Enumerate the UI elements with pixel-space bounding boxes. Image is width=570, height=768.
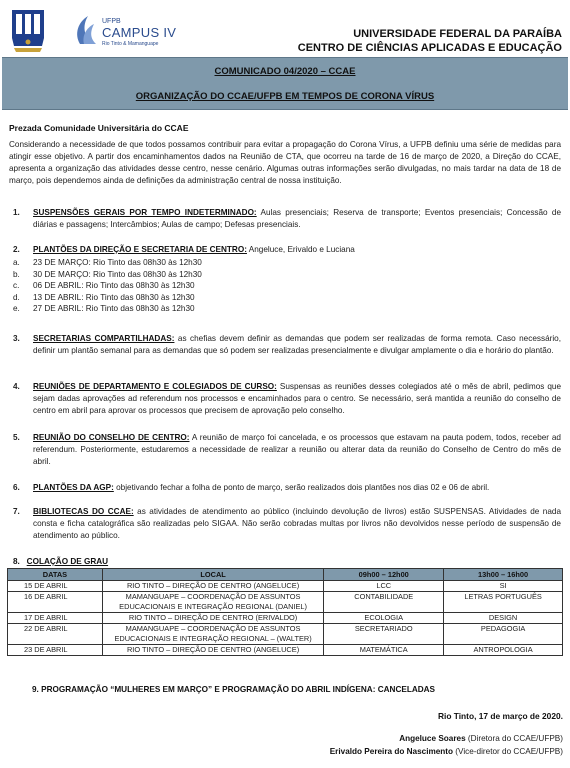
- item-number: 7.: [13, 507, 20, 516]
- greeting: Prezada Comunidade Universitária do CCAE: [9, 123, 189, 133]
- document-subtitle: ORGANIZAÇÃO DO CCAE/UFPB EM TEMPOS DE CORONA VÍRUS: [135, 91, 435, 102]
- campus-brand-small: UFPB: [102, 18, 121, 25]
- column-header-afternoon: 13h00 – 16h00: [444, 569, 563, 581]
- column-header-location: LOCAL: [102, 569, 324, 581]
- schedule-item: d. 13 DE ABRIL: Rio Tinto das 08h30 às 12h30: [13, 292, 195, 302]
- schedule-item: a. 23 DE MARÇO: Rio Tinto das 08h30 às 12h30: [13, 258, 202, 267]
- item-heading: PLANTÕES DA AGP:: [33, 483, 114, 492]
- title-banner: [2, 57, 568, 110]
- signature-role: (Diretora do CCAE/UFPB): [465, 734, 563, 743]
- university-name: UNIVERSIDADE FEDERAL DA PARAÍBA: [353, 28, 562, 40]
- ufpb-crest-logo: [10, 8, 46, 54]
- item-text: as atividades de atendimento ao público (incluindo devolução de livros) estão SUSPENSAS. Atividades de nada consta e ficha catalográfica são realizadas pelo SIGAA. Não serão cobradas multas por livros não devolvidos nesse período de suspensão de atendimento ao público.: [33, 507, 561, 540]
- column-header-morning: 09h00 – 12h00: [324, 569, 444, 581]
- item-text: objetivando fechar a folha de ponto de março, serão realizados dois plantões nos dias 02 e 06 de abril.: [113, 483, 490, 492]
- header-logos: [10, 8, 190, 56]
- schedule-item: e. 27 DE ABRIL: Rio Tinto das 08h30 às 12h30: [13, 304, 195, 313]
- item-3: [9, 333, 561, 357]
- item-number: 2.: [13, 245, 20, 254]
- schedule-item: c. 06 DE ABRIL: Rio Tinto das 08h30 às 12h30: [13, 281, 195, 290]
- campus-brand-sub: Rio Tinto & Mamanguape: [102, 41, 159, 47]
- item-heading: REUNIÃO DO CONSELHO DE CENTRO:: [33, 433, 190, 442]
- item-text: Suspensas as reuniões desses colegiados até o mês de abril, pedimos que sejam dadas aprovações ad referendum nos processos e encaminhados para o centro. Se necessário, será mantida a reunião do conselho de centro em abril para aprovar os processos que precisem de aprovação pelo conselho.: [33, 382, 562, 415]
- place-date: Rio Tinto, 17 de março de 2020.: [437, 711, 563, 721]
- signature-name: Angeluce Soares: [399, 734, 466, 743]
- item-text: Angeluce, Erivaldo e Luciana: [246, 245, 355, 254]
- table-header-row: [8, 569, 563, 581]
- campus-brand-name: CAMPUS IV: [102, 25, 177, 40]
- item-2: [9, 244, 561, 256]
- item-number: 1.: [13, 208, 20, 217]
- item-7: [9, 506, 561, 542]
- item-number: 6.: [13, 483, 20, 492]
- item-5: [9, 432, 561, 468]
- item-heading: SUSPENSÕES GERAIS POR TEMPO INDETERMINADO:: [33, 208, 257, 217]
- item-heading: BIBLIOTECAS DO CCAE:: [33, 507, 134, 516]
- signature-role: (Vice-diretor do CCAE/UFPB): [453, 747, 563, 756]
- column-header-dates: DATAS: [8, 569, 103, 581]
- schedule-list: [9, 257, 202, 315]
- graduation-table-title: 8. COLAÇÃO DE GRAU: [13, 557, 109, 566]
- document-title: COMUNICADO 04/2020 – CCAE: [214, 66, 356, 77]
- item-heading: SECRETARIAS COMPARTILHADAS:: [33, 334, 175, 343]
- table-row: 16 DE ABRIL MAMANGUAPE – COORDENAÇÃO DE ASSUNTOS EDUCACIONAIS E INTEGRAÇÃO REGIONAL (DANIEL) CONTABILIDADE LETRAS PORTUGUÊS: [8, 592, 563, 613]
- item-number: 4.: [13, 382, 20, 391]
- table-row: 23 DE ABRIL RIO TINTO – DIREÇÃO DE CENTRO (ANGELUCE) MATEMÁTICA ANTROPOLOGIA: [8, 645, 563, 656]
- intro-paragraph: Considerando a necessidade de que todos possamos contribuir para evitar a propagação do Corona Vírus, a UFPB definiu uma série de medidas para atingir esse objetivo. A partir dos encaminhamentos dados na Reunião de CTA, que ocorreu na tarde de 16 de março de 2020, a Direção do CCAE, apresenta a organização das atividades desse centro, nesse cenário. Algumas outras informações serão divulgadas, no mais tardar na data de 18 de março, pois dependemos ainda de definições da administração central de nossa instituição.: [9, 140, 561, 185]
- item-6: [9, 482, 561, 494]
- item-text: A reunião de março foi cancelada, e os processos que estavam na pauta podem, todos, receber ad referendum. Posteriormente, estudaremos a necessidade de realizar a reunião ou alterar data da reunião do Conselho de Centro do mês de abril.: [33, 433, 561, 466]
- campus-iv-mark: [72, 14, 98, 48]
- item-1: [9, 207, 561, 231]
- table-row: 17 DE ABRIL RIO TINTO – DIREÇÃO DE CENTRO (ERIVALDO) ECOLOGIA DESIGN: [8, 613, 563, 624]
- item-heading: PLANTÕES DA DIREÇÃO E SECRETARIA DE CENTRO:: [33, 245, 247, 254]
- signature-name: Erivaldo Pereira do Nascimento: [329, 747, 454, 756]
- table-row: 15 DE ABRIL RIO TINTO – DIREÇÃO DE CENTRO (ANGELUCE) LCC SI: [8, 581, 563, 592]
- schedule-item: b. 30 DE MARÇO: Rio Tinto das 08h30 às 12h30: [13, 269, 202, 279]
- item-text: Aulas presenciais; Reserva de transporte; Eventos presenciais; Concessão de diárias e passagens; Intercâmbios; Aulas de campo; Defesas presenciais.: [33, 208, 561, 229]
- graduation-table: [7, 568, 563, 656]
- center-name: CENTRO DE CIÊNCIAS APLICADAS E EDUCAÇÃO: [297, 42, 562, 54]
- item-number: 5.: [13, 433, 20, 442]
- item-heading: REUNIÕES DE DEPARTAMENTO E COLEGIADOS DE CURSO:: [33, 382, 277, 391]
- table-row: 22 DE ABRIL MAMANGUAPE – COORDENAÇÃO DE ASSUNTOS EDUCACIONAIS E INTEGRAÇÃO REGIONAL – (WALTER) SECRETARIADO PEDAGOGIA: [8, 624, 563, 645]
- signature-director: [399, 734, 563, 743]
- signature-vice-director: [330, 747, 563, 756]
- item-text: as chefias devem definir as demandas que podem ser realizadas de forma remota. Caso necessário, definir um plantão semanal para as demandas que só podem ser realizadas presencialmente e divulgar amplamente o dia e horário do plantão.: [33, 334, 561, 355]
- item-number: 3.: [13, 334, 20, 343]
- item-9: 9. PROGRAMAÇÃO “MULHERES EM MARÇO” E PROGRAMAÇÃO DO ABRIL INDÍGENA: CANCELADAS: [32, 685, 436, 694]
- item-4: [9, 381, 561, 417]
